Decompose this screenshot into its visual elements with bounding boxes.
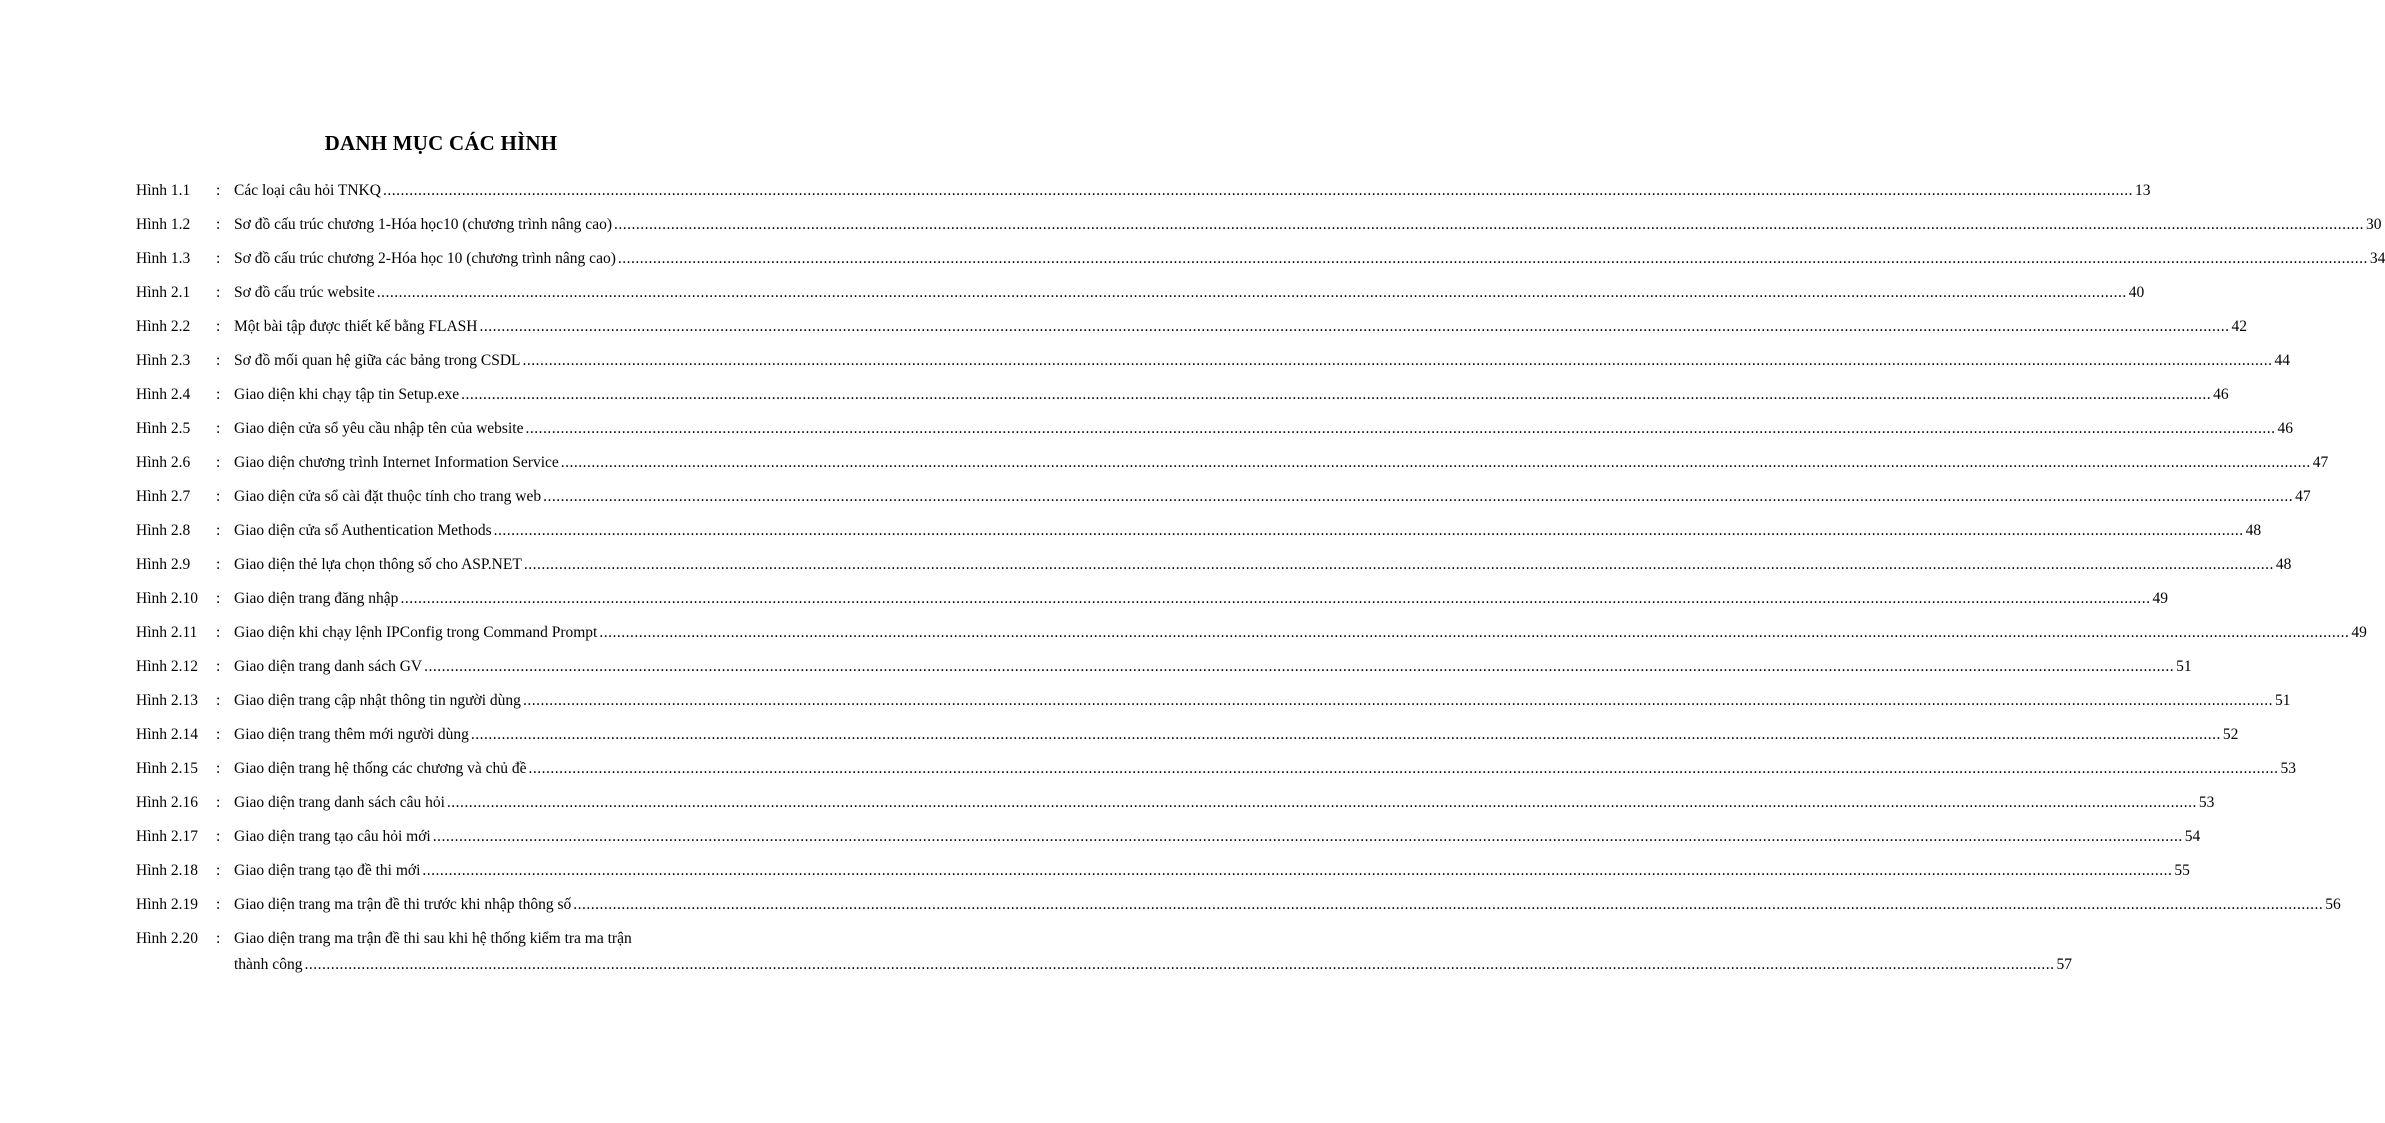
list-item [136,518,2262,552]
page-number: 42 [2231,318,2247,335]
figure-caption: Giao diện trang thêm mới người dùng [234,726,469,743]
figure-label: Hình 1.2 [136,216,191,233]
figure-caption: Giao diện thẻ lựa chọn thông số cho ASP.NET [234,556,522,573]
page-number: 56 [2325,896,2341,913]
list-item [136,654,2192,688]
figure-label: Hình 2.15 [136,760,198,777]
dot-leader: ................................................................................................................................................................................................................................................................................................................................................................................................................ [422,862,2173,879]
figure-entry [234,246,2385,272]
figure-entry [234,382,2229,408]
figure-label: Hình 1.1 [136,182,191,199]
figure-label: Hình 2.3 [136,352,191,369]
dot-leader: ................................................................................................................................................................................................................................................................................................................................................................................................................ [528,760,2279,777]
list-item [136,280,2145,314]
page-number: 53 [2280,760,2296,777]
list-item [136,348,2291,382]
figure-label: Hình 2.8 [136,522,191,539]
page-number: 30 [2365,216,2382,233]
dot-leader: ................................................................................................................................................................................................................................................................................................................................................................................................................ [400,590,2151,607]
page-number: 13 [2134,182,2151,199]
separator-colon: : [216,624,221,641]
dot-leader: ................................................................................................................................................................................................................................................................................................................................................................................................................ [560,454,2311,471]
figure-caption: Giao diện trang hệ thống các chương và chủ đề [234,760,527,777]
figure-label: Hình 2.1 [136,284,191,301]
figure-entry [234,348,2291,374]
separator-colon: : [216,454,221,471]
list-item [136,722,2239,756]
separator-colon: : [216,216,221,233]
figure-label: Hình 2.18 [136,862,198,879]
figure-entry [234,484,2311,510]
figure-caption: Sơ đồ cấu trúc website [234,284,375,301]
separator-colon: : [216,488,221,505]
list-item [136,824,2201,858]
dot-leader: ................................................................................................................................................................................................................................................................................................................................................................................................................ [522,352,2273,369]
figure-entry [234,314,2247,340]
figure-entry [234,620,2367,646]
dot-leader: ................................................................................................................................................................................................................................................................................................................................................................................................................ [446,794,2197,811]
dot-leader: ................................................................................................................................................................................................................................................................................................................................................................................................................ [599,624,2350,641]
page-number: 49 [2351,624,2367,641]
list-item [136,450,2329,484]
separator-colon: : [216,794,221,811]
dot-leader: ................................................................................................................................................................................................................................................................................................................................................................................................................ [617,250,2368,267]
separator-colon: : [216,896,221,913]
figure-caption: Giao diện trang đăng nhập [234,590,399,607]
figure-caption: Giao diện trang tạo câu hỏi mới [234,828,431,845]
separator-colon: : [216,930,221,947]
figure-caption: Giao diện khi chạy tập tin Setup.exe [234,386,460,403]
figure-caption: Giao diện trang tạo đề thi mới [234,862,421,879]
list-item [136,314,2247,348]
list-item [136,620,2367,654]
page-number: 47 [2295,488,2311,505]
figure-label: Hình 2.12 [136,658,198,675]
page-number: 46 [2213,386,2229,403]
dot-leader: ................................................................................................................................................................................................................................................................................................................................................................................................................ [382,182,2133,199]
separator-colon: : [216,862,221,879]
list-item [136,790,2215,824]
separator-colon: : [216,420,221,437]
figure-entry [234,858,2190,884]
list-item [136,484,2311,518]
figure-caption: Sơ đồ cấu trúc chương 1-Hóa học10 (chương trình nâng cao) [234,216,612,233]
figure-caption: Giao diện cửa sổ Authentication Methods [234,522,492,539]
dot-leader: ................................................................................................................................................................................................................................................................................................................................................................................................................ [376,284,2127,301]
separator-colon: : [216,658,221,675]
separator-colon: : [216,828,221,845]
page-number: 52 [2222,726,2239,743]
figure-label: Hình 2.7 [136,488,191,505]
dot-leader: ................................................................................................................................................................................................................................................................................................................................................................................................................ [522,692,2273,709]
dot-leader: ................................................................................................................................................................................................................................................................................................................................................................................................................ [523,556,2274,573]
dot-leader: ................................................................................................................................................................................................................................................................................................................................................................................................................ [573,896,2324,913]
figure-label: Hình 2.14 [136,726,198,743]
figure-entry [234,212,2382,238]
separator-colon: : [216,522,221,539]
separator-colon: : [216,590,221,607]
list-item [136,416,2293,450]
separator-colon: : [216,556,221,573]
figure-caption: Một bài tập được thiết kế bằng FLASH [234,318,478,335]
figure-label: Hình 2.16 [136,794,198,811]
separator-colon: : [216,182,221,199]
page-number: 47 [2312,454,2329,471]
dot-leader: ................................................................................................................................................................................................................................................................................................................................................................................................................ [479,318,2230,335]
page-number: 54 [2184,828,2201,845]
separator-colon: : [216,284,221,301]
list-item [136,178,2151,212]
page-number: 57 [2056,956,2072,973]
figure-label: Hình 2.9 [136,556,191,573]
page-number: 53 [2198,794,2215,811]
list-item [136,552,2292,586]
separator-colon: : [216,352,221,369]
page-number: 48 [2275,556,2292,573]
list-item [136,892,2341,926]
dot-leader: ................................................................................................................................................................................................................................................................................................................................................................................................................ [493,522,2244,539]
figure-caption: Giao diện trang ma trận đề thi trước khi nhập thông số [234,896,572,913]
figure-label: Hình 2.20 [136,930,198,947]
dot-leader: ................................................................................................................................................................................................................................................................................................................................................................................................................ [304,956,2055,973]
figure-entry [234,756,2296,782]
page-number: 55 [2174,862,2190,879]
page-number: 48 [2245,522,2262,539]
figure-caption: Giao diện trang danh sách câu hỏi [234,794,445,811]
figure-caption: Giao diện trang ma trận đề thi sau khi hệ thống kiểm tra ma trận [234,930,632,947]
figure-entry [234,416,2293,442]
figure-label: Hình 2.5 [136,420,191,437]
dot-leader: ................................................................................................................................................................................................................................................................................................................................................................................................................ [525,420,2276,437]
separator-colon: : [216,386,221,403]
list-item [136,688,2291,722]
dot-leader: ................................................................................................................................................................................................................................................................................................................................................................................................................ [424,658,2175,675]
list-item [136,926,2072,986]
figure-label: Hình 2.10 [136,590,198,607]
figure-caption: Giao diện trang danh sách GV [234,658,423,675]
figure-entry [234,722,2239,748]
dot-leader: ................................................................................................................................................................................................................................................................................................................................................................................................................ [461,386,2212,403]
figure-caption: Sơ đồ mối quan hệ giữa các bảng trong CSDL [234,352,521,369]
figure-entry [234,518,2262,544]
dot-leader: ................................................................................................................................................................................................................................................................................................................................................................................................................ [470,726,2221,743]
figure-entry [234,654,2192,680]
figure-entry [234,824,2201,850]
figure-caption: Giao diện cửa sổ yêu cầu nhập tên của website [234,420,524,437]
figure-label: Hình 2.19 [136,896,198,913]
figure-label: Hình 2.6 [136,454,191,471]
page-number: 46 [2277,420,2293,437]
figure-label: Hình 1.3 [136,250,191,267]
figure-entry [234,280,2145,306]
list-item [136,212,2382,246]
figure-caption-continued: thành công [234,956,303,973]
figure-entry [234,450,2329,476]
figure-label: Hình 2.11 [136,624,198,641]
figure-caption: Sơ đồ cấu trúc chương 2-Hóa học 10 (chương trình nâng cao) [234,250,616,267]
figure-caption: Giao diện khi chạy lệnh IPConfig trong Command Prompt [234,624,598,641]
figure-caption: Giao diện trang cập nhật thông tin người dùng [234,692,521,709]
separator-colon: : [216,692,221,709]
page-number: 34 [2369,250,2385,267]
figure-entry [234,688,2291,714]
page-title: DANH MỤC CÁC HÌNH [324,131,558,155]
list-item [136,246,2385,280]
figure-label: Hình 2.4 [136,386,191,403]
figure-entry [234,552,2292,578]
figure-label: Hình 2.13 [136,692,198,709]
separator-colon: : [216,760,221,777]
page-number: 51 [2274,692,2291,709]
dot-leader: ................................................................................................................................................................................................................................................................................................................................................................................................................ [432,828,2183,845]
figure-entry [234,926,2072,978]
list-item [136,858,2190,892]
figure-label: Hình 2.2 [136,318,191,335]
figure-entry [234,892,2341,918]
page-number: 49 [2152,590,2168,607]
list-item [136,756,2296,790]
list-item [136,382,2229,416]
page-number: 40 [2128,284,2145,301]
separator-colon: : [216,318,221,335]
figure-entry [234,178,2151,204]
figure-caption: Giao diện cửa sổ cài đặt thuộc tính cho trang web [234,488,542,505]
page-number: 44 [2274,352,2291,369]
separator-colon: : [216,726,221,743]
figure-caption: Giao diện chương trình Internet Information Service [234,454,559,471]
figure-entry [234,586,2168,612]
list-item [136,586,2168,620]
separator-colon: : [216,250,221,267]
figure-caption: Các loại câu hỏi TNKQ [234,182,381,199]
page-number: 51 [2176,658,2192,675]
figure-list [136,178,2385,986]
dot-leader: ................................................................................................................................................................................................................................................................................................................................................................................................................ [613,216,2364,233]
figure-label: Hình 2.17 [136,828,198,845]
figure-entry [234,790,2215,816]
dot-leader: ................................................................................................................................................................................................................................................................................................................................................................................................................ [543,488,2294,505]
